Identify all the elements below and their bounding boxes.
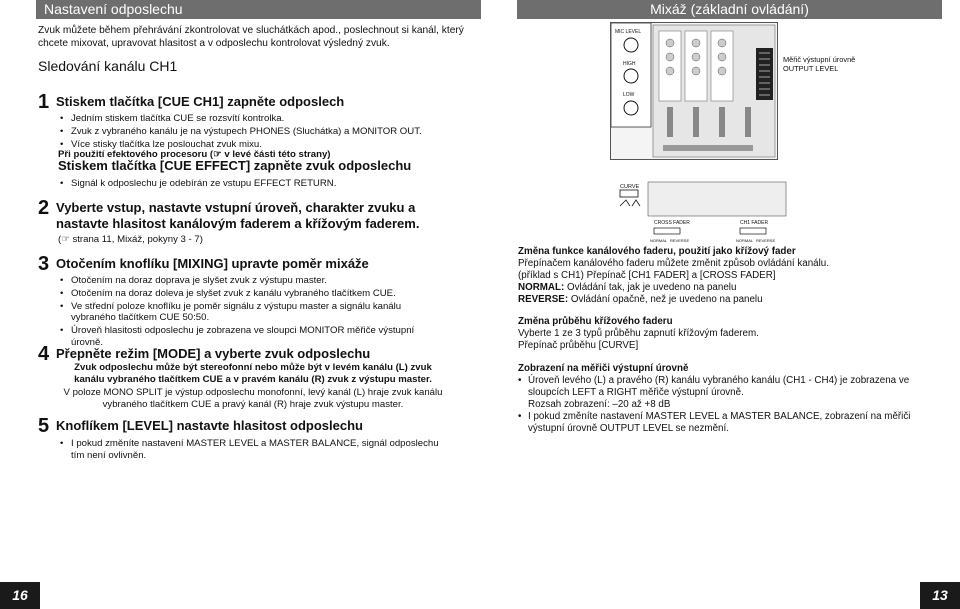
high-label: HIGH [623, 61, 636, 67]
block-title: Zobrazení na měřiči výstupní úrovně [518, 363, 689, 374]
list-item: • Zvuk z vybraného kanálu je na výstupech PHONES (Sluchátka) a MONITOR OUT. [58, 126, 478, 138]
step-title: Vyberte vstup, nastavte vstupní úroveň, charakter zvuku a nastavte hlasitost kanálovým faderem a křížovým faderem. [56, 200, 420, 231]
reverse-term: REVERSE: [518, 294, 569, 305]
step-number: 1 [38, 91, 50, 113]
step-title: Přepněte režim [MODE] a vyberte zvuk odposlechu [56, 346, 371, 361]
normal-term: NORMAL: [518, 282, 565, 293]
bullet-list [58, 275, 448, 350]
normal-label: NORMAL [650, 238, 668, 243]
reverse-description: Ovládání opačně, než je uvedeno na panelu [570, 294, 763, 305]
bullet-list [518, 375, 938, 435]
list-item: • Více stisky tlačítka lze poslouchat zvuk mixu. [58, 139, 478, 151]
list-item: • Otočením na doraz doleva je slyšet zvuk z kanálu vybraného tlačítkem CUE. [58, 288, 448, 300]
page-number-right: 13 [920, 582, 960, 609]
curve-shape-icon [620, 200, 640, 206]
mic-level-label: MIC LEVEL [615, 29, 642, 35]
list-item: • Ve střední poloze knoflíku je poměr signálu z výstupu master a signálu kanálu vybraného tlačítkem CUE 50:50. [58, 301, 448, 325]
list-item [518, 399, 938, 411]
step-title: Stiskem tlačítka [CUE CH1] zapněte odposlech [56, 94, 345, 109]
step-number: 2 [38, 197, 50, 219]
list-item: • Úroveň levého (L) a pravého (R) kanálu vybraného kanálu (CH1 - CH4) je zobrazena ve sloupcích LEFT a RIGHT měřiče výstupní úrovně. [518, 375, 938, 399]
bullet-list [58, 113, 478, 151]
list-item: • Jedním stiskem tlačítka CUE se rozsvítí kontrolka. [58, 113, 478, 125]
right-section-header: Mixáž (základní ovládání) [517, 0, 942, 19]
cross-fader-label: CROSS FADER [654, 220, 690, 226]
intro-text: Zvuk můžete během přehrávání zkontrolovat ve sluchátkách apod., poslechnout si kanál, který chcete mixovat, upravovat hlasitost a v odposlechu kontrolovat výsledný zvuk. [38, 25, 464, 49]
list-item: • I pokud změníte nastavení MASTER LEVEL a MASTER BALANCE, zobrazení na měřiči výstupní úrovně OUTPUT LEVEL se nezmění. [518, 411, 938, 435]
step-number: 3 [38, 253, 50, 275]
section-title: Sledování kanálu CH1 [38, 58, 178, 74]
reverse-line [518, 294, 938, 306]
step-title: Knoflíkem [LEVEL] nastavte hlasitost odposlechu [56, 418, 363, 433]
list-item: • Otočením na doraz doprava je slyšet zvuk z výstupu master. [58, 275, 448, 287]
level-meter-icon [756, 48, 773, 100]
list-item: • I pokud změníte nastavení MASTER LEVEL a MASTER BALANCE, signál odposlechu tím není ovlivněn. [58, 438, 448, 462]
knob-icon [624, 101, 638, 115]
block-line: Přepínačem kanálového faderu můžete změnit způsob ovládání kanálu. [518, 258, 829, 269]
ch1-fader-label: CH1 FADER [740, 220, 769, 226]
curve-block [518, 316, 938, 352]
normal-label: NORMAL [736, 238, 754, 243]
fader-switches-illustration [618, 180, 788, 250]
step-4-text: V poloze MONO SPLIT je výstup odposlechu monofonní, levý kanál (L) hraje zvuk kanálu vybraného tlačítkem CUE a pravý kanál (R) hraje zvuk výstupu master. [63, 387, 443, 410]
page-reference: (☞ strana 11, Mixáž, pokyny 3 - 7) [58, 234, 203, 245]
step-number: 4 [38, 343, 50, 365]
curve-label: CURVE [620, 184, 640, 190]
step-title: Otočením knoflíku [MIXING] upravte poměr mixáže [56, 256, 369, 271]
mixer-panel-svg [611, 23, 777, 159]
list-item: • Signál k odposlechu je odebírán ze vstupu EFFECT RETURN. [58, 178, 478, 190]
reverse-label: REVERSE [670, 238, 690, 243]
block-line: (příklad s CH1) Přepínač [CH1 FADER] a [CROSS FADER] [518, 270, 776, 281]
block-line: Přepínač průběhu [CURVE] [518, 340, 639, 351]
knob-icon [624, 69, 638, 83]
range-text: Rozsah zobrazení: –20 až +8 dB [528, 399, 671, 410]
step-number: 5 [38, 415, 50, 437]
output-meter-annotation: Měřič výstupní úrovně OUTPUT LEVEL [783, 55, 856, 73]
processor-title: Stiskem tlačítka [CUE EFFECT] zapněte zvuk odposlechu [58, 158, 412, 173]
reverse-label: REVERSE [756, 238, 776, 243]
normal-line [518, 282, 938, 294]
block-title: Změna průběhu křížového faderu [518, 316, 673, 327]
knob-icon [624, 38, 638, 52]
fader-function-block [518, 246, 938, 306]
block-title: Změna funkce kanálového faderu, použití jako křížový fader [518, 246, 796, 257]
step-4-bold-text: Zvuk odposlechu může být stereofonní nebo může být v levém kanálu (L) zvuk kanálu vybraného tlačítkem CUE a v pravém kanálu (R) zvuk z výstupu master. [74, 362, 432, 385]
page-number-left: 16 [0, 582, 40, 609]
ch1-fader-switch-icon [740, 228, 766, 234]
block-line: Vyberte 1 ze 3 typů průběhu zapnutí křížovým faderem. [518, 328, 759, 339]
low-label: LOW [623, 92, 635, 98]
curve-switch-icon [620, 190, 638, 197]
normal-description: Ovládání tak, jak je uvedeno na panelu [567, 282, 737, 293]
meter-block [518, 363, 938, 435]
mixer-panel-illustration [610, 22, 778, 160]
cross-fader-switch-icon [654, 228, 680, 234]
processor-note: Při použití efektového procesoru (☞ v levé části této strany) [58, 149, 331, 160]
list-item: • Úroveň hlasitosti odposlechu je zobrazena ve sloupci MONITOR měřiče výstupní úrovně. [58, 325, 448, 349]
bullet-list [58, 438, 448, 463]
fader-switches-svg [618, 180, 788, 250]
bullet-list [58, 178, 478, 191]
left-section-header: Nastavení odposlechu [36, 0, 481, 19]
